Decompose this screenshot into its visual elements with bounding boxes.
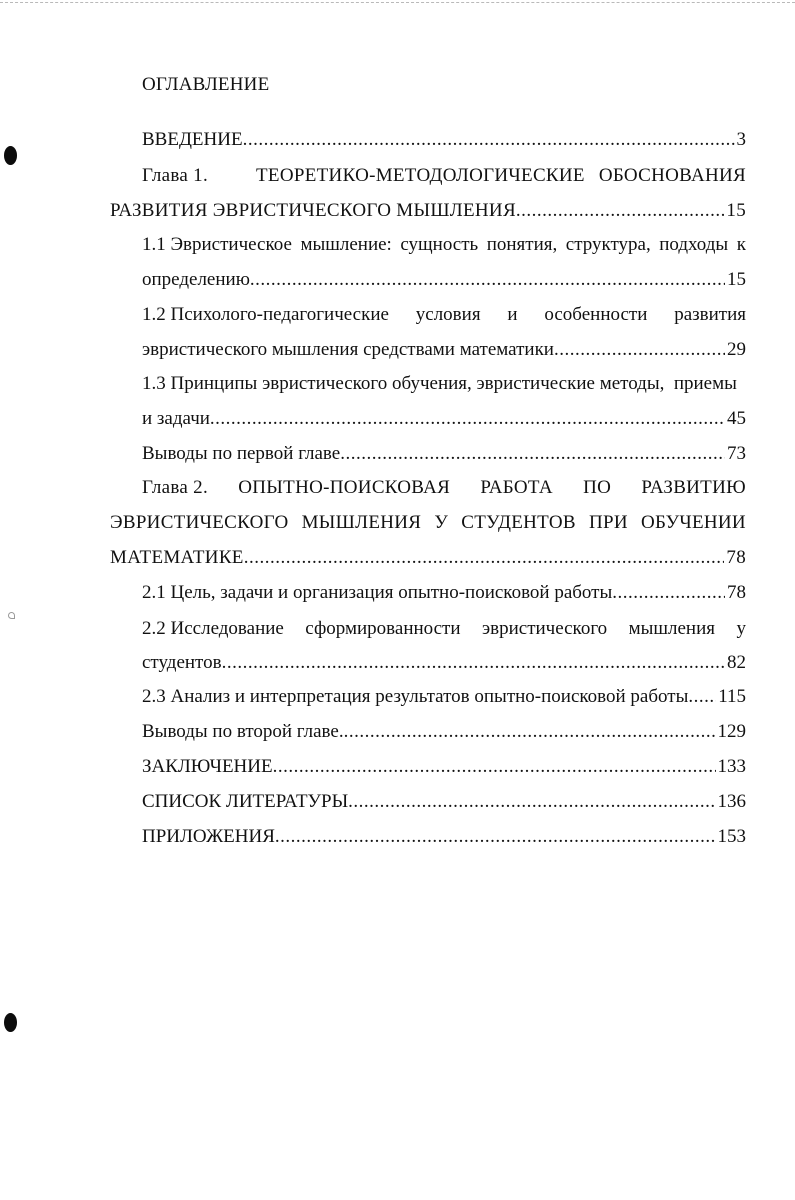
toc-entry-conclusion[interactable] [142, 754, 746, 780]
page-title: ОГЛАВЛЕНИЕ [142, 74, 270, 95]
toc-entry-title: Выводы по второй главе. [142, 721, 344, 742]
section-title-line: 2.1 Цель, задачи и организация опытно-поисковой работы [142, 582, 613, 603]
chapter-title-word: РАБОТА [480, 477, 553, 498]
section-word: сущность [400, 234, 479, 255]
chapter-label: Глава 2. [142, 477, 209, 498]
toc-page-number: 153 [717, 826, 746, 847]
chapter-title-line: МАТЕМАТИКЕ [110, 547, 244, 568]
section-word: особенности [544, 304, 648, 325]
chapter-title-word: У [434, 512, 449, 533]
dot-leader [554, 337, 725, 363]
section-word: к [736, 234, 746, 255]
chapter-title-line: РАЗВИТИЯ ЭВРИСТИЧЕСКОГО МЫШЛЕНИЯ [110, 200, 516, 221]
dot-leader [340, 441, 725, 467]
toc-entry-chapter1-line2[interactable] [110, 198, 746, 224]
toc-entry-1-2-line1[interactable] [142, 302, 746, 328]
section-word: подходы [659, 234, 729, 255]
section-word: развития [674, 304, 746, 325]
section-word: условия [415, 304, 481, 325]
toc-entry-2-1[interactable] [142, 580, 746, 606]
toc-entry-title: Выводы по первой главе [142, 443, 341, 464]
chapter-title-word: ЭВРИСТИЧЕСКОГО [110, 512, 289, 533]
section-word: мышления [628, 618, 716, 639]
chapter-title-word: ОБОСНОВАНИЯ [598, 165, 746, 186]
toc-entry-conclusions-1[interactable] [142, 441, 746, 467]
toc-entry-conclusions-2[interactable] [142, 719, 746, 745]
toc-entry-1-1-line2[interactable] [142, 267, 746, 293]
toc-page-number: 133 [717, 756, 746, 777]
dot-leader [210, 406, 725, 432]
toc-entry-chapter2-line3[interactable] [110, 545, 746, 571]
toc-page-number: 73 [727, 443, 746, 464]
toc-entry-2-2-line2[interactable] [142, 650, 746, 676]
dot-leader [244, 545, 725, 571]
dot-leader [275, 824, 716, 850]
toc-entry-chapter1-line1[interactable] [142, 163, 746, 189]
scan-speck [8, 612, 15, 619]
scan-edge-line [0, 2, 795, 3]
toc-page-number: 45 [727, 408, 746, 429]
chapter-title-word: ПРИ [588, 512, 628, 533]
section-word: 1.2 Психолого-педагогические [142, 304, 389, 325]
toc-entry-references[interactable] [142, 789, 746, 815]
section-title-line: студентов [142, 652, 222, 673]
toc-entry-title: ПРИЛОЖЕНИЯ [142, 826, 275, 847]
chapter-title-word: ОБУЧЕНИИ [641, 512, 746, 533]
toc-entry-1-3-line2[interactable] [142, 406, 746, 432]
toc-entry-title: ЗАКЛЮЧЕНИЕ [142, 756, 273, 777]
toc-entry-title: ВВЕДЕНИЕ [142, 129, 243, 150]
dot-leader [243, 127, 735, 153]
chapter-title-word: РАЗВИТИЮ [641, 477, 746, 498]
toc-entry-2-2-line1[interactable] [142, 616, 746, 642]
toc-entry-chapter2-line2[interactable] [110, 510, 746, 536]
toc-page-number: 129 [717, 721, 746, 742]
section-word: у [736, 618, 746, 639]
toc-page-number: 78 [726, 547, 746, 568]
section-title-line: эвристического мышления средствами математики [142, 339, 554, 360]
section-title-line: определению [142, 269, 250, 290]
chapter-title-word: ПО [583, 477, 612, 498]
chapter-label: Глава 1. [142, 165, 209, 186]
section-word: сформированности [305, 618, 461, 639]
section-title-line: 1.3 Принципы эвристического обучения, эвристические методы, приемы [142, 373, 737, 394]
toc-page-number: 3 [736, 129, 746, 150]
dot-leader [222, 650, 725, 676]
toc-page-number: 115 [718, 686, 746, 707]
dot-leader [273, 754, 716, 780]
dot-leader [688, 684, 716, 710]
chapter-title-word: СТУДЕНТОВ [461, 512, 576, 533]
dot-leader [250, 267, 725, 293]
section-word: структура, [565, 234, 651, 255]
toc-page-number: 78 [727, 582, 746, 603]
section-title-line: и задачи [142, 408, 210, 429]
toc-entry-title: СПИСОК ЛИТЕРАТУРЫ [142, 791, 349, 812]
toc-entry-chapter2-line1[interactable] [142, 475, 746, 501]
section-word: понятия, [486, 234, 558, 255]
dot-leader [348, 789, 715, 815]
section-word: мышление: [300, 234, 392, 255]
section-word: эвристического [481, 618, 608, 639]
toc-page-number: 29 [727, 339, 746, 360]
section-word: 2.2 Исследование [142, 618, 284, 639]
section-word: и [507, 304, 518, 325]
chapter-title-word: МЫШЛЕНИЯ [301, 512, 422, 533]
toc-page-number: 15 [727, 269, 746, 290]
punch-hole-mark [4, 1013, 17, 1032]
toc-page-number: 82 [727, 652, 746, 673]
dot-leader [344, 719, 716, 745]
toc-entry-1-1-line1[interactable] [142, 232, 746, 258]
chapter-title-word: ОПЫТНО-ПОИСКОВАЯ [238, 477, 451, 498]
toc-entry-2-3[interactable] [142, 684, 746, 710]
section-word: 1.1 Эвристическое [142, 234, 292, 255]
toc-entry-1-2-line2[interactable] [142, 337, 746, 363]
section-title-line: 2.3 Анализ и интерпретация результатов опытно-поисковой работы [142, 686, 689, 707]
toc-entry-appendices[interactable] [142, 824, 746, 850]
toc-entry-1-3-line1[interactable] [142, 371, 746, 397]
punch-hole-mark [4, 146, 17, 165]
dot-leader [516, 198, 724, 224]
dot-leader [612, 580, 725, 606]
toc-page-number: 15 [726, 200, 746, 221]
chapter-title-word: ТЕОРЕТИКО-МЕТОДОЛОГИЧЕСКИЕ [256, 165, 585, 186]
toc-page-number: 136 [717, 791, 746, 812]
toc-entry-intro[interactable] [142, 127, 746, 153]
